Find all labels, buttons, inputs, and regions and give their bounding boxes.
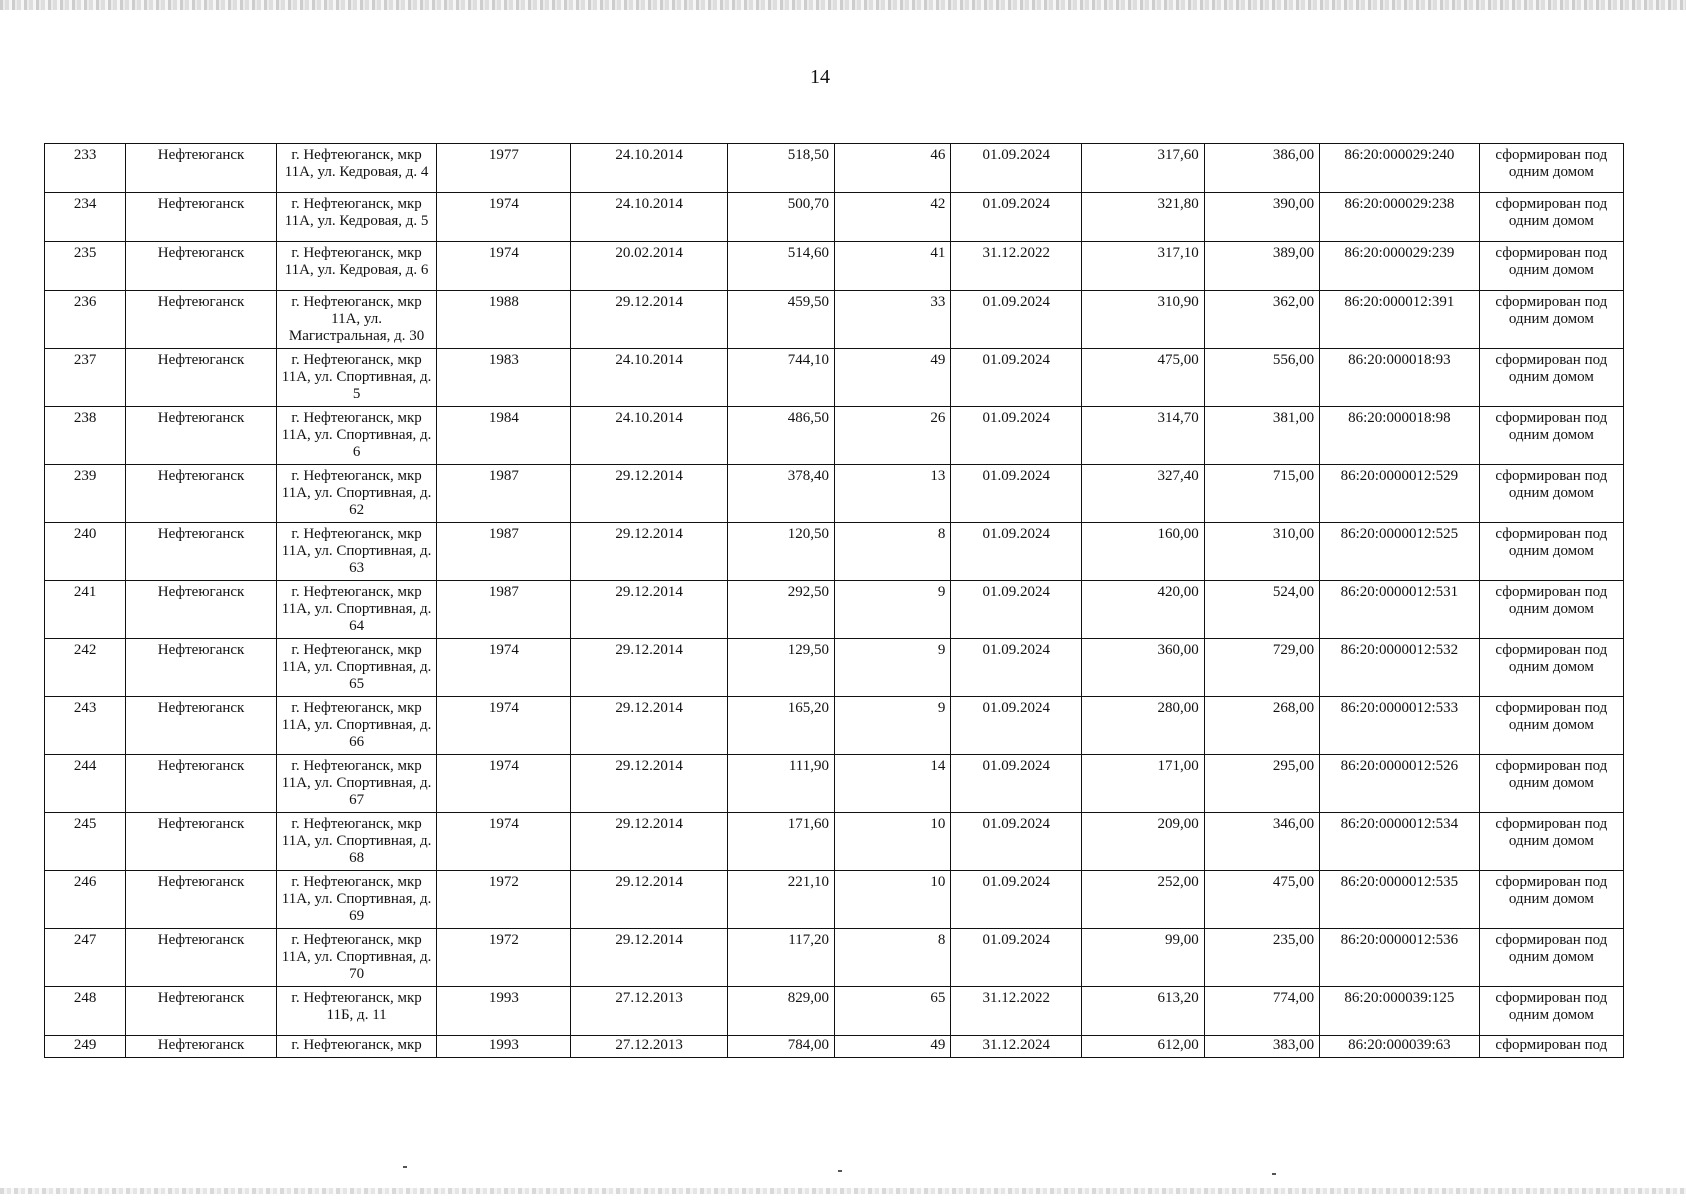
address-cell: г. Нефтеюганск, мкр 11А, ул. Спортивная, д. 6 [276,407,437,465]
scan-speck [1272,1173,1276,1175]
note-cell: сформирован под одним домом [1479,581,1623,639]
year-cell: 1974 [437,242,571,291]
s2-cell: 556,00 [1204,349,1319,407]
note-cell: сформирован под одним домом [1479,465,1623,523]
s1-cell: 160,00 [1082,523,1205,581]
flats-cell: 33 [834,291,950,349]
city-cell: Нефтеюганск [126,987,276,1036]
table-row [45,929,1624,987]
s1-cell: 317,60 [1082,144,1205,193]
row-number: 249 [45,1036,126,1058]
year-cell: 1974 [437,639,571,697]
area-cell: 500,70 [727,193,834,242]
area-cell: 744,10 [727,349,834,407]
city-cell: Нефтеюганск [126,581,276,639]
note-cell: сформирован под одним домом [1479,193,1623,242]
note-cell: сформирован под одним домом [1479,242,1623,291]
s1-cell: 314,70 [1082,407,1205,465]
area-cell: 292,50 [727,581,834,639]
s2-cell: 268,00 [1204,697,1319,755]
area-cell: 120,50 [727,523,834,581]
s2-cell: 310,00 [1204,523,1319,581]
date-cell: 29.12.2014 [571,871,728,929]
address-cell: г. Нефтеюганск, мкр 11А, ул. Спортивная, д. 65 [276,639,437,697]
area-cell: 784,00 [727,1036,834,1058]
scan-speck [838,1170,842,1172]
year-cell: 1972 [437,871,571,929]
address-cell: г. Нефтеюганск, мкр 11А, ул. Магистральная, д. 30 [276,291,437,349]
area-cell: 111,90 [727,755,834,813]
table-row [45,1036,1624,1058]
scan-edge-top [0,0,1686,10]
cadastral-number-cell: 86:20:000029:240 [1320,144,1480,193]
city-cell: Нефтеюганск [126,465,276,523]
area-cell: 378,40 [727,465,834,523]
row-number: 233 [45,144,126,193]
city-cell: Нефтеюганск [126,349,276,407]
address-cell: г. Нефтеюганск, мкр 11А, ул. Спортивная, д. 5 [276,349,437,407]
flats-cell: 14 [834,755,950,813]
date2-cell: 01.09.2024 [951,349,1082,407]
flats-cell: 8 [834,523,950,581]
note-cell: сформирован под одним домом [1479,291,1623,349]
date2-cell: 01.09.2024 [951,697,1082,755]
row-number: 235 [45,242,126,291]
note-cell: сформирован под одним домом [1479,871,1623,929]
s2-cell: 389,00 [1204,242,1319,291]
s1-cell: 613,20 [1082,987,1205,1036]
cadastral-number-cell: 86:20:000029:239 [1320,242,1480,291]
s1-cell: 327,40 [1082,465,1205,523]
city-cell: Нефтеюганск [126,193,276,242]
year-cell: 1987 [437,465,571,523]
year-cell: 1974 [437,697,571,755]
date2-cell: 31.12.2022 [951,987,1082,1036]
date-cell: 24.10.2014 [571,193,728,242]
table-row [45,697,1624,755]
s1-cell: 280,00 [1082,697,1205,755]
date-cell: 29.12.2014 [571,639,728,697]
date-cell: 29.12.2014 [571,813,728,871]
cadastral-number-cell: 86:20:0000012:535 [1320,871,1480,929]
row-number: 242 [45,639,126,697]
year-cell: 1972 [437,929,571,987]
s2-cell: 715,00 [1204,465,1319,523]
s1-cell: 252,00 [1082,871,1205,929]
date2-cell: 01.09.2024 [951,291,1082,349]
date-cell: 27.12.2013 [571,1036,728,1058]
flats-cell: 26 [834,407,950,465]
address-cell: г. Нефтеюганск, мкр 11А, ул. Спортивная, д. 62 [276,465,437,523]
s2-cell: 390,00 [1204,193,1319,242]
city-cell: Нефтеюганск [126,1036,276,1058]
area-cell: 165,20 [727,697,834,755]
table-row [45,465,1624,523]
area-cell: 221,10 [727,871,834,929]
s1-cell: 612,00 [1082,1036,1205,1058]
table-row [45,523,1624,581]
date2-cell: 01.09.2024 [951,639,1082,697]
table-row [45,581,1624,639]
year-cell: 1984 [437,407,571,465]
s2-cell: 346,00 [1204,813,1319,871]
cadastral-number-cell: 86:20:0000012:532 [1320,639,1480,697]
cadastral-number-cell: 86:20:000039:63 [1320,1036,1480,1058]
s1-cell: 317,10 [1082,242,1205,291]
year-cell: 1974 [437,755,571,813]
city-cell: Нефтеюганск [126,291,276,349]
row-number: 247 [45,929,126,987]
s1-cell: 360,00 [1082,639,1205,697]
city-cell: Нефтеюганск [126,242,276,291]
note-cell: сформирован под одним домом [1479,987,1623,1036]
row-number: 248 [45,987,126,1036]
cadastral-number-cell: 86:20:0000012:529 [1320,465,1480,523]
table-row [45,813,1624,871]
note-cell: сформирован под одним домом [1479,407,1623,465]
year-cell: 1977 [437,144,571,193]
city-cell: Нефтеюганск [126,144,276,193]
year-cell: 1993 [437,987,571,1036]
area-cell: 129,50 [727,639,834,697]
note-cell: сформирован под одним домом [1479,523,1623,581]
city-cell: Нефтеюганск [126,639,276,697]
address-cell: г. Нефтеюганск, мкр 11А, ул. Спортивная, д. 69 [276,871,437,929]
year-cell: 1987 [437,581,571,639]
area-cell: 459,50 [727,291,834,349]
s2-cell: 383,00 [1204,1036,1319,1058]
table-row [45,639,1624,697]
table-row [45,407,1624,465]
address-cell: г. Нефтеюганск, мкр [276,1036,437,1058]
flats-cell: 10 [834,813,950,871]
row-number: 237 [45,349,126,407]
date-cell: 29.12.2014 [571,697,728,755]
address-cell: г. Нефтеюганск, мкр 11Б, д. 11 [276,987,437,1036]
year-cell: 1983 [437,349,571,407]
table-row [45,987,1624,1036]
table-row [45,193,1624,242]
city-cell: Нефтеюганск [126,755,276,813]
cadastral-number-cell: 86:20:000018:93 [1320,349,1480,407]
flats-cell: 13 [834,465,950,523]
s2-cell: 774,00 [1204,987,1319,1036]
city-cell: Нефтеюганск [126,871,276,929]
table-row [45,291,1624,349]
address-cell: г. Нефтеюганск, мкр 11А, ул. Спортивная, д. 68 [276,813,437,871]
s2-cell: 524,00 [1204,581,1319,639]
s1-cell: 99,00 [1082,929,1205,987]
cadastral-number-cell: 86:20:000012:391 [1320,291,1480,349]
s2-cell: 381,00 [1204,407,1319,465]
city-cell: Нефтеюганск [126,929,276,987]
table-row [45,242,1624,291]
date2-cell: 01.09.2024 [951,193,1082,242]
s1-cell: 420,00 [1082,581,1205,639]
year-cell: 1987 [437,523,571,581]
cadastral-number-cell: 86:20:000029:238 [1320,193,1480,242]
row-number: 239 [45,465,126,523]
date-cell: 29.12.2014 [571,523,728,581]
flats-cell: 46 [834,144,950,193]
date-cell: 29.12.2014 [571,291,728,349]
area-cell: 117,20 [727,929,834,987]
cadastral-number-cell: 86:20:0000012:525 [1320,523,1480,581]
date2-cell: 01.09.2024 [951,929,1082,987]
flats-cell: 10 [834,871,950,929]
note-cell: сформирован под одним домом [1479,813,1623,871]
year-cell: 1974 [437,193,571,242]
city-cell: Нефтеюганск [126,813,276,871]
address-cell: г. Нефтеюганск, мкр 11А, ул. Кедровая, д. 4 [276,144,437,193]
row-number: 241 [45,581,126,639]
s1-cell: 209,00 [1082,813,1205,871]
date-cell: 29.12.2014 [571,929,728,987]
date2-cell: 01.09.2024 [951,523,1082,581]
address-cell: г. Нефтеюганск, мкр 11А, ул. Спортивная, д. 64 [276,581,437,639]
note-cell: сформирован под одним домом [1479,755,1623,813]
s1-cell: 171,00 [1082,755,1205,813]
table-row [45,871,1624,929]
table-row [45,144,1624,193]
s2-cell: 729,00 [1204,639,1319,697]
date2-cell: 01.09.2024 [951,581,1082,639]
date-cell: 29.12.2014 [571,581,728,639]
table-row [45,755,1624,813]
date-cell: 24.10.2014 [571,407,728,465]
date-cell: 27.12.2013 [571,987,728,1036]
s2-cell: 362,00 [1204,291,1319,349]
address-cell: г. Нефтеюганск, мкр 11А, ул. Спортивная, д. 63 [276,523,437,581]
s1-cell: 321,80 [1082,193,1205,242]
city-cell: Нефтеюганск [126,697,276,755]
flats-cell: 9 [834,697,950,755]
s2-cell: 235,00 [1204,929,1319,987]
cadastral-number-cell: 86:20:0000012:534 [1320,813,1480,871]
note-cell: сформирован под [1479,1036,1623,1058]
row-number: 245 [45,813,126,871]
address-cell: г. Нефтеюганск, мкр 11А, ул. Кедровая, д. 5 [276,193,437,242]
date2-cell: 01.09.2024 [951,871,1082,929]
flats-cell: 9 [834,581,950,639]
row-number: 243 [45,697,126,755]
s2-cell: 475,00 [1204,871,1319,929]
flats-cell: 49 [834,349,950,407]
housing-table [44,143,1624,1058]
date-cell: 24.10.2014 [571,144,728,193]
s2-cell: 295,00 [1204,755,1319,813]
table-row [45,349,1624,407]
area-cell: 829,00 [727,987,834,1036]
cadastral-number-cell: 86:20:000018:98 [1320,407,1480,465]
date2-cell: 01.09.2024 [951,144,1082,193]
flats-cell: 8 [834,929,950,987]
area-cell: 514,60 [727,242,834,291]
flats-cell: 42 [834,193,950,242]
s1-cell: 475,00 [1082,349,1205,407]
date2-cell: 01.09.2024 [951,465,1082,523]
date2-cell: 01.09.2024 [951,813,1082,871]
address-cell: г. Нефтеюганск, мкр 11А, ул. Кедровая, д. 6 [276,242,437,291]
note-cell: сформирован под одним домом [1479,697,1623,755]
flats-cell: 65 [834,987,950,1036]
flats-cell: 49 [834,1036,950,1058]
city-cell: Нефтеюганск [126,407,276,465]
date2-cell: 01.09.2024 [951,755,1082,813]
area-cell: 171,60 [727,813,834,871]
s2-cell: 386,00 [1204,144,1319,193]
cadastral-number-cell: 86:20:0000012:536 [1320,929,1480,987]
note-cell: сформирован под одним домом [1479,349,1623,407]
note-cell: сформирован под одним домом [1479,929,1623,987]
date2-cell: 31.12.2024 [951,1036,1082,1058]
page-number: 14 [810,66,830,88]
flats-cell: 41 [834,242,950,291]
scan-edge-bottom [0,1188,1686,1194]
row-number: 236 [45,291,126,349]
year-cell: 1974 [437,813,571,871]
note-cell: сформирован под одним домом [1479,639,1623,697]
cadastral-number-cell: 86:20:0000012:531 [1320,581,1480,639]
date-cell: 29.12.2014 [571,465,728,523]
cadastral-number-cell: 86:20:0000012:533 [1320,697,1480,755]
year-cell: 1993 [437,1036,571,1058]
note-cell: сформирован под одним домом [1479,144,1623,193]
row-number: 246 [45,871,126,929]
address-cell: г. Нефтеюганск, мкр 11А, ул. Спортивная, д. 66 [276,697,437,755]
scan-speck [403,1166,407,1168]
area-cell: 486,50 [727,407,834,465]
address-cell: г. Нефтеюганск, мкр 11А, ул. Спортивная, д. 67 [276,755,437,813]
date2-cell: 01.09.2024 [951,407,1082,465]
row-number: 244 [45,755,126,813]
flats-cell: 9 [834,639,950,697]
row-number: 234 [45,193,126,242]
address-cell: г. Нефтеюганск, мкр 11А, ул. Спортивная, д. 70 [276,929,437,987]
city-cell: Нефтеюганск [126,523,276,581]
cadastral-number-cell: 86:20:000039:125 [1320,987,1480,1036]
date-cell: 20.02.2014 [571,242,728,291]
date-cell: 24.10.2014 [571,349,728,407]
cadastral-number-cell: 86:20:0000012:526 [1320,755,1480,813]
table-body [45,144,1624,1058]
date2-cell: 31.12.2022 [951,242,1082,291]
year-cell: 1988 [437,291,571,349]
row-number: 240 [45,523,126,581]
date-cell: 29.12.2014 [571,755,728,813]
s1-cell: 310,90 [1082,291,1205,349]
row-number: 238 [45,407,126,465]
area-cell: 518,50 [727,144,834,193]
